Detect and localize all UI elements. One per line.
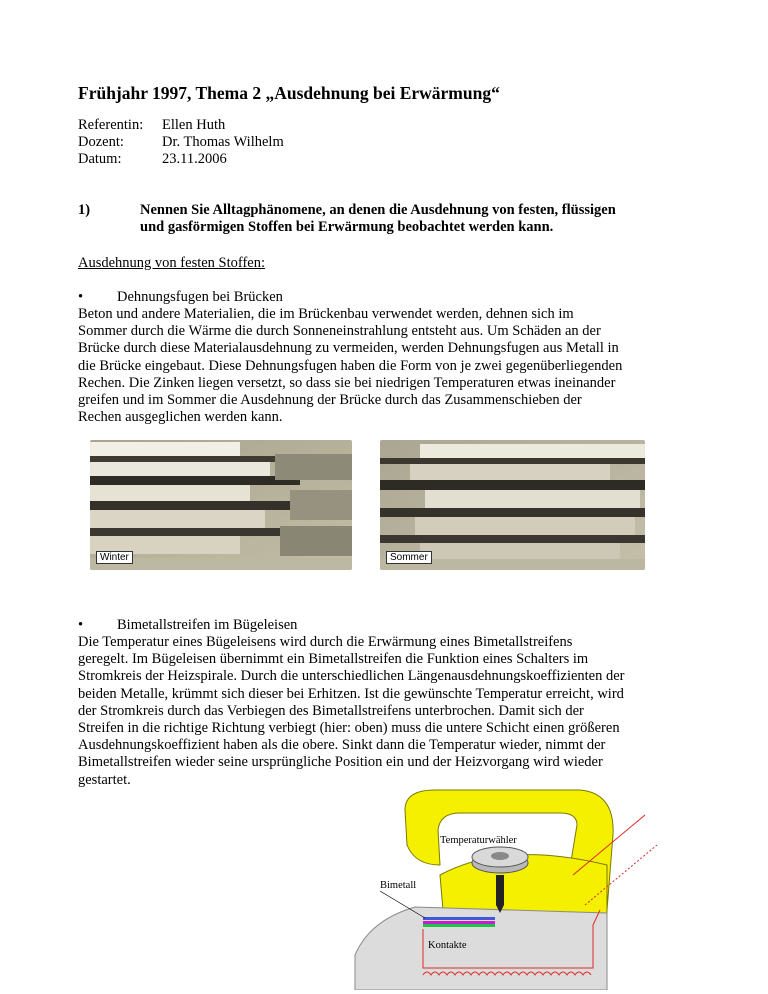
photo-label-winter: Winter (96, 551, 133, 564)
meta-key: Datum: (78, 151, 122, 167)
iron-paragraph (78, 634, 693, 789)
question-number: 1) (78, 202, 91, 218)
bridge-paragraph (78, 306, 693, 426)
bullet-heading: Bimetallstreifen im Bügeleisen (117, 617, 298, 633)
text-line: Brücke durch diese Materialausdehnung zu vermeiden, werden Dehnungsfugen aus Metall in (78, 340, 619, 357)
bullet-dot: • (78, 617, 84, 633)
text-line: greifen und im Sommer die Ausdehnung der Brücke durch das Zusammenschieben der (78, 392, 582, 409)
text-line: gestartet. (78, 771, 131, 788)
control-stem (496, 875, 504, 905)
bullet-heading: Dehnungsfugen bei Brücken (117, 289, 283, 305)
meta-block (78, 117, 284, 168)
text-line: die Brücke eingebaut. Diese Dehnungsfugen haben die Form von je zwei gegenüberliegenden (78, 357, 623, 374)
meta-row (78, 134, 284, 151)
bullet-iron (78, 617, 297, 634)
text-line: Stromkreis der Heizspirale. Durch die unterschiedlichen Längenausdehnungskoeffizienten der (78, 668, 625, 685)
text-line: geregelt. Im Bügeleisen übernimmt ein Bimetallstreifen die Funktion eines Schalters im (78, 651, 589, 668)
question-text (140, 202, 680, 236)
meta-value: Dr. Thomas Wilhelm (162, 134, 284, 150)
text-line: Streifen in die richtige Richtung verbiegt (hier: oben) muss die untere Schicht einen größeren (78, 720, 620, 737)
bimetal-strip (423, 921, 495, 924)
meta-value: Ellen Huth (162, 117, 226, 133)
meta-key: Dozent: (78, 134, 124, 150)
text-line: Die Temperatur eines Bügeleisens wird durch die Erwärmung eines Bimetallstreifens (78, 634, 573, 650)
photo-label-summer: Sommer (386, 551, 432, 564)
meta-row (78, 117, 284, 134)
bullet-bridge (78, 289, 283, 306)
label-contacts: Kontakte (428, 940, 467, 951)
question-line: Nennen Sie Alltagphänomene, an denen die Ausdehnung von festen, flüssigen (140, 202, 616, 218)
question-line: und gasförmigen Stoffen bei Erwärmung beobachtet werden kann. (140, 219, 554, 235)
photo-summer (380, 440, 645, 570)
text-line: der Stromkreis durch das Verbiegen des Bimetallstreifens unterbrochen. Damit sich der (78, 702, 584, 719)
label-temperature-selector: Temperaturwähler (440, 835, 517, 846)
label-bimetal: Bimetall (380, 880, 417, 891)
text-line: Rechen. Die Zinken liegen versetzt, so dass sie bei niedrigen Temperaturen etwas ineinander (78, 374, 616, 391)
iron-diagram (345, 785, 665, 990)
meta-value: 23.11.2006 (162, 151, 227, 167)
text-line: Ausdehnungskoeffizient haben als die obere. Sinkt dann die Temperatur wieder, nimmt der (78, 737, 606, 754)
photo-winter (90, 440, 352, 570)
text-line: Bimetallstreifen wieder seine ursprüngliche Position ein und der Heizvorgang wird wieder (78, 754, 603, 771)
question-block (78, 202, 680, 236)
bullet-dot: • (78, 289, 84, 305)
text-line: Rechen ausgeglichen werden kann. (78, 409, 283, 426)
text-line: beiden Metalle, krümmt sich dieser bei Erhitzen. Ist die gewünschte Temperatur erreicht, wird (78, 685, 624, 702)
document-title: Frühjahr 1997, Thema 2 „Ausdehnung bei Erwärmung“ (78, 83, 500, 103)
meta-key: Referentin: (78, 117, 144, 133)
text-line: Sommer durch die Wärme die durch Sonneneinstrahlung entsteht aus. Um Schäden an der (78, 323, 601, 340)
meta-row (78, 151, 284, 168)
section-heading: Ausdehnung von festen Stoffen: (78, 255, 265, 271)
text-line: Beton und andere Materialien, die im Brückenbau verwendet werden, dehnen sich im (78, 306, 574, 322)
